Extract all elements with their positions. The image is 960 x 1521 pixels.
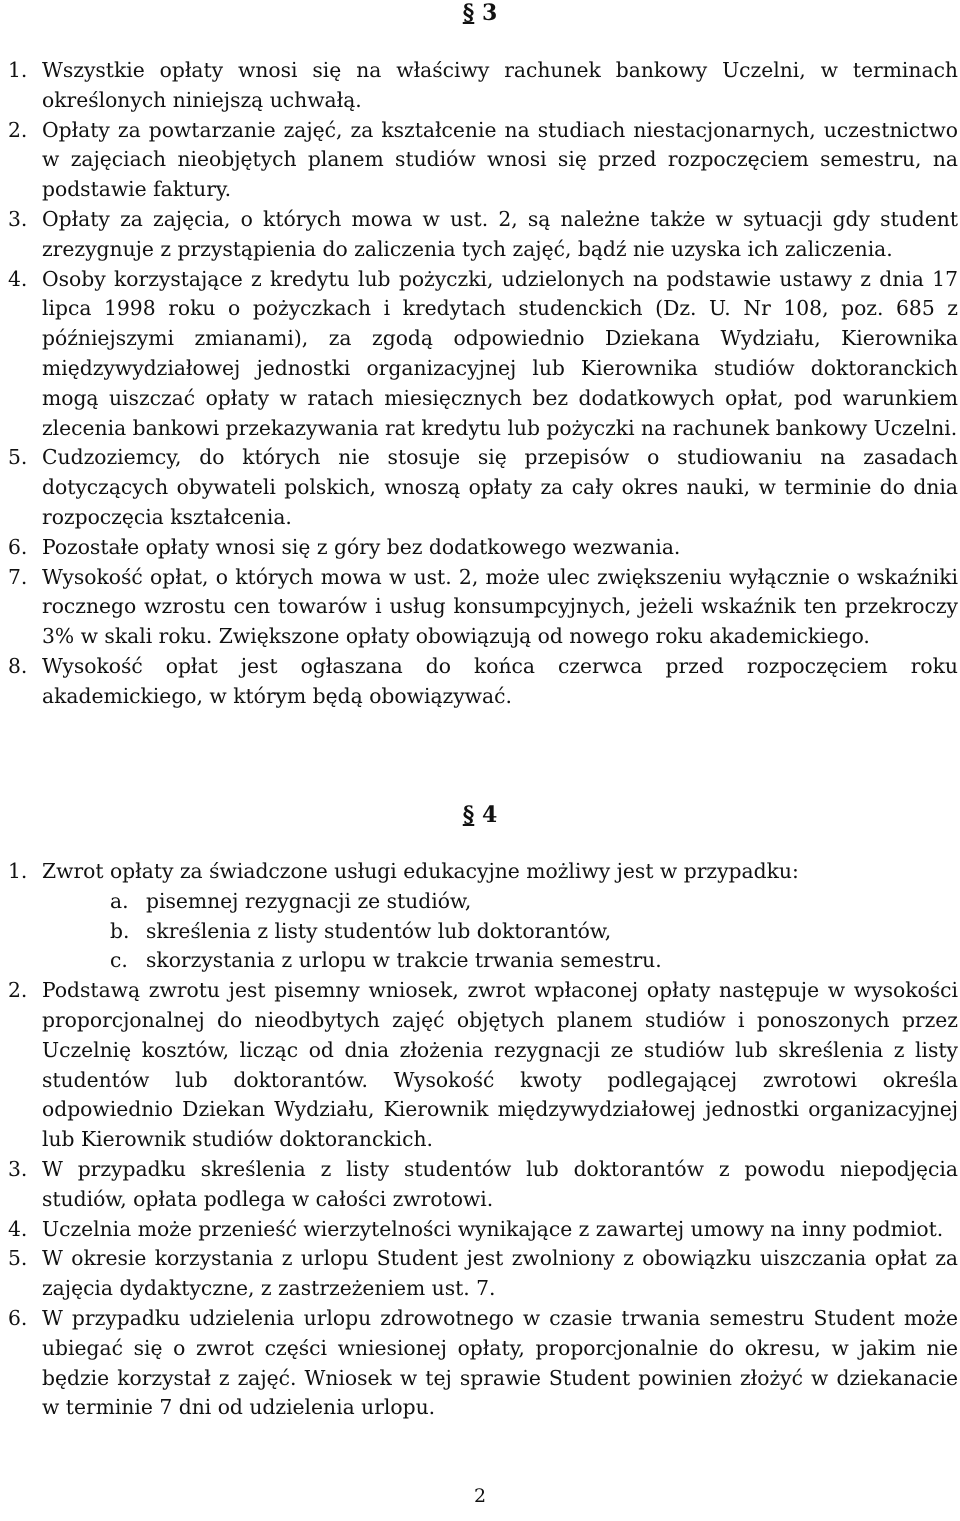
page-number: 2 xyxy=(473,1485,487,1507)
list-item xyxy=(0,533,958,563)
item-text: Podstawą zwrotu jest pisemny wniosek, zwrot wpłaconej opłaty następuje w wysokości proporcjonalnej do nieodbytych zajęć objętych planem studiów i ponoszonych przez Uczelnię kosztów, licząc od dnia złożenia rezygnacji ze studiów lub skreślenia z listy studentów lub doktorantów. Wysokość kwoty podlegającej zwrotowi określa odpowiednio Dziekan Wydziału, Kierownik międzywydziałowej jednostki organizacyjnej lub Kierownik studiów doktoranckich. xyxy=(42,978,958,1152)
item-text: Wszystkie opłaty wnosi się na właściwy rachunek bankowy Uczelni, w terminach określonych niniejszą uchwałą. xyxy=(42,58,958,112)
refund-cases-list xyxy=(42,887,958,976)
list-item xyxy=(0,1304,958,1423)
item-text: Opłaty za powtarzanie zajęć, za kształcenie na studiach niestacjonarnych, uczestnictwo w zajęciach nieobjętych planem studiów wnosi się przed rozpoczęciem semestru, na podstawie faktury. xyxy=(42,117,958,202)
item-text: W przypadku skreślenia z listy studentów lub doktorantów z powodu niepodjęcia studiów, opłata podlega w całości zwrotowi. xyxy=(42,1156,958,1211)
list-item xyxy=(0,976,958,1155)
item-number: 4. xyxy=(8,1216,28,1241)
item-number: 5. xyxy=(8,1246,28,1271)
item-number: 6. xyxy=(8,534,28,559)
list-item xyxy=(0,1215,958,1245)
list-item xyxy=(0,265,958,444)
item-number: 7. xyxy=(8,564,28,589)
item-text: Wysokość opłat, o których mowa w ust. 2, może ulec zwiększeniu wyłącznie o wskaźniki rocznego wzrostu cen towarów i usług konsumpcyjnych, jeżeli wskaźnik ten przekroczy 3% w skali roku. Zwiększone opłaty obowiązują od nowego roku akademickiego. xyxy=(42,564,958,649)
section-number: 3 xyxy=(481,0,498,26)
sub-item-letter: c. xyxy=(110,948,128,973)
item-number: 1. xyxy=(8,859,28,883)
item-number: 5. xyxy=(8,445,28,470)
list-item xyxy=(0,652,958,712)
list-item xyxy=(0,116,958,205)
item-number: 2. xyxy=(8,117,28,142)
section-heading-3 xyxy=(0,0,960,26)
sub-list-item xyxy=(110,917,958,947)
item-text: Wysokość opłat jest ogłaszana do końca czerwca przed rozpoczęciem roku akademickiego, w którym będą obowiązywać. xyxy=(42,653,958,708)
sub-item-letter: b. xyxy=(110,918,130,943)
item-text: Opłaty za zajęcia, o których mowa w ust. 2, są należne także w sytuacji gdy student zrezygnuje z przystąpienia do zaliczenia tych zajęć, bądź nie uzyska ich zaliczenia. xyxy=(42,206,958,261)
sub-list-item xyxy=(110,946,958,976)
section-sign: § xyxy=(462,802,475,828)
item-text: Zwrot opłaty za świadczone usługi edukacyjne możliwy jest w przypadku: xyxy=(42,859,799,883)
sub-item-letter: a. xyxy=(110,888,129,913)
list-item xyxy=(0,443,958,532)
item-text: Osoby korzystające z kredytu lub pożyczki, udzielonych na podstawie ustawy z dnia 17 lipca 1998 roku o pożyczkach i kredytach studenckich (Dz. U. Nr 108, poz. 685 z późniejszymi zmianami), za zgodą odpowiednio Dziekana Wydziału, Kierownika międzywydziałowej jednostki organizacyjnej lub Kierownika studiów doktoranckich mogą uiszczać opłaty w ratach miesięcznych bez dodatkowych opłat, pod warunkiem zlecenia bankowi przekazywania rat kredytu lub pożyczki na rachunek bankowy Uczelni. xyxy=(42,266,958,440)
section-4-list xyxy=(0,857,958,1423)
list-item xyxy=(0,56,958,116)
item-text: W okresie korzystania z urlopu Student jest zwolniony z obowiązku uiszczania opłat za zajęcia dydaktyczne, z zastrzeżeniem ust. 7. xyxy=(42,1246,958,1301)
list-item xyxy=(0,1244,958,1304)
section-heading-4 xyxy=(0,802,960,828)
item-number: 8. xyxy=(8,653,28,678)
item-text: Uczelnia może przenieść wierzytelności wynikające z zawartej umowy na inny podmiot. xyxy=(42,1216,944,1241)
item-text: Pozostałe opłaty wnosi się z góry bez dodatkowego wezwania. xyxy=(42,534,681,559)
item-number: 2. xyxy=(8,978,28,1003)
item-number: 3. xyxy=(8,206,28,231)
section-3-list xyxy=(0,56,958,712)
sub-item-text: skorzystania z urlopu w trakcie trwania semestru. xyxy=(146,948,662,973)
item-text: W przypadku udzielenia urlopu zdrowotnego w czasie trwania semestru Student może ubiegać się o zwrot części wniesionej opłaty, proporcjonalnie do okresu, w jakim nie będzie korzystał z zajęć. Wniosek w tej sprawie Student powinien złożyć w dziekanacie w terminie 7 dni od udzielenia urlopu. xyxy=(42,1305,958,1420)
item-number: 4. xyxy=(8,266,28,291)
list-item xyxy=(0,563,958,652)
list-item xyxy=(0,857,958,976)
sub-item-text: skreślenia z listy studentów lub doktorantów, xyxy=(146,918,612,943)
section-number: 4 xyxy=(481,802,498,828)
item-text: Cudzoziemcy, do których nie stosuje się przepisów o studiowaniu na zasadach dotyczących obywateli polskich, wnoszą opłaty za cały okres nauki, w terminie do dnia rozpoczęcia kształcenia. xyxy=(42,445,958,529)
item-number: 6. xyxy=(8,1305,28,1330)
list-item xyxy=(0,1155,958,1215)
item-number: 3. xyxy=(8,1156,28,1181)
sub-list-item xyxy=(110,887,958,917)
sub-item-text: pisemnej rezygnacji ze studiów, xyxy=(146,888,472,913)
section-sign: § xyxy=(462,0,475,26)
list-item xyxy=(0,205,958,265)
item-number: 1. xyxy=(8,58,28,82)
